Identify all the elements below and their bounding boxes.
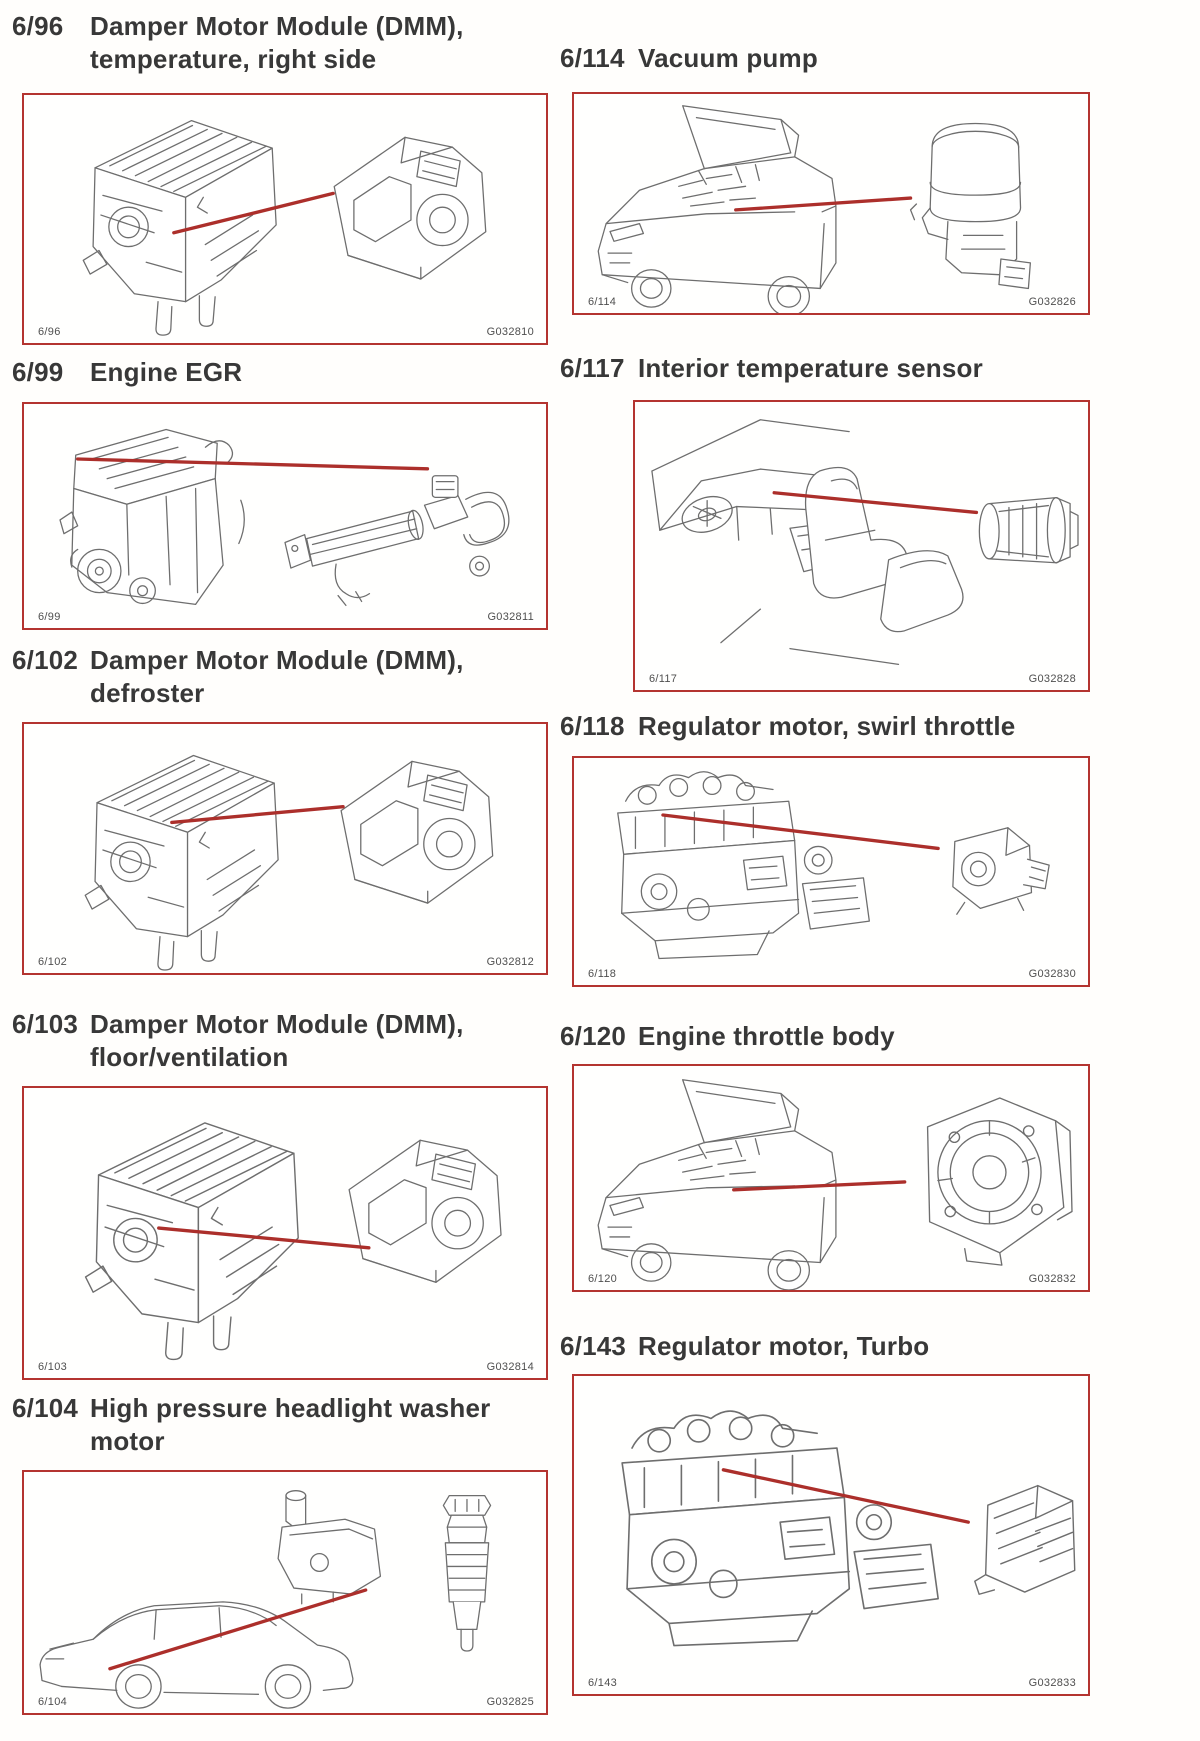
figure-title-6-102	[12, 644, 532, 710]
figure-number: 6/120	[560, 1021, 627, 1051]
figure-title-line1: Regulator motor, swirl throttle	[638, 711, 1016, 741]
egr-valve-drawing	[285, 476, 509, 606]
graphic-ref-code: G032828	[1028, 673, 1076, 685]
figure-title-line1: Damper Motor Module (DMM),	[90, 11, 464, 41]
figure-frame-6-103	[22, 1086, 548, 1380]
figure-title-6-103	[12, 1008, 532, 1074]
car-front-drawing	[598, 1080, 836, 1290]
graphic-ref-code: G032826	[1028, 296, 1076, 308]
figure-title-6-104	[12, 1392, 532, 1458]
figure-title-line2: motor	[90, 1426, 165, 1457]
car-side-drawing	[40, 1602, 353, 1708]
temperature-sensor-drawing	[979, 498, 1078, 563]
figure-label: 6/103	[38, 1361, 68, 1373]
figure-title-line2: floor/ventilation	[90, 1042, 289, 1073]
figure-title-line1: Regulator motor, Turbo	[638, 1331, 930, 1361]
figure-title-line1: High pressure headlight washer	[90, 1393, 491, 1423]
throttle-body-drawing	[928, 1098, 1072, 1265]
figure-title-line2: defroster	[90, 678, 205, 709]
figure-number: 6/103	[12, 1009, 79, 1039]
component-location-drawing	[574, 94, 1088, 313]
component-location-drawing	[574, 1376, 1088, 1694]
component-location-drawing	[574, 1066, 1088, 1290]
figure-frame-6-99	[22, 402, 548, 630]
figure-title-6-114	[560, 42, 1090, 75]
washer-pump-drawing	[443, 1496, 490, 1651]
figure-title-6-120	[560, 1020, 1090, 1053]
component-location-drawing	[24, 724, 546, 973]
figure-number: 6/118	[560, 711, 625, 741]
figure-frame-6-120	[572, 1064, 1090, 1292]
figure-number: 6/143	[560, 1331, 627, 1361]
figure-label: 6/96	[38, 326, 61, 338]
figure-frame-6-117	[633, 400, 1090, 692]
figure-title-line1: Damper Motor Module (DMM),	[90, 645, 464, 675]
figure-number: 6/117	[560, 353, 625, 383]
graphic-ref-code: G032833	[1028, 1677, 1076, 1689]
figure-label: 6/120	[588, 1273, 618, 1285]
figure-title-line1: Vacuum pump	[638, 43, 818, 73]
figure-frame-6-96	[22, 93, 548, 345]
figure-title-line1: Interior temperature sensor	[638, 353, 983, 383]
swirl-throttle-motor-drawing	[953, 828, 1049, 914]
figure-title-6-99	[12, 356, 532, 389]
figure-title-6-143	[560, 1330, 1090, 1363]
figure-frame-6-104	[22, 1470, 548, 1715]
figure-label: 6/102	[38, 956, 68, 968]
figure-title-line1: Engine throttle body	[638, 1021, 895, 1051]
heater-unit-drawing	[85, 755, 278, 970]
figure-label: 6/143	[588, 1677, 618, 1689]
figure-label: 6/117	[649, 673, 678, 685]
graphic-ref-code: G032825	[486, 1696, 534, 1708]
figure-title-line2: temperature, right side	[90, 44, 377, 75]
figure-frame-6-143	[572, 1374, 1090, 1696]
figure-title-6-117	[560, 352, 1090, 385]
engine-drawing	[60, 430, 244, 605]
figure-label: 6/104	[38, 1696, 68, 1708]
component-location-drawing	[24, 1088, 546, 1378]
cabin-interior-drawing	[652, 420, 963, 665]
figure-frame-6-102	[22, 722, 548, 975]
component-location-drawing	[635, 402, 1088, 690]
figure-label: 6/114	[588, 296, 617, 308]
figure-number: 6/99	[12, 357, 64, 387]
figure-label: 6/118	[588, 968, 617, 980]
graphic-ref-code: G032832	[1028, 1273, 1076, 1285]
graphic-ref-code: G032814	[486, 1361, 534, 1373]
car-front-drawing	[598, 106, 836, 313]
turbo-regulator-motor-drawing	[975, 1486, 1075, 1595]
component-location-drawing	[574, 758, 1088, 985]
figure-title-6-96	[12, 10, 532, 76]
component-location-drawing	[24, 1472, 546, 1713]
graphic-ref-code: G032812	[486, 956, 534, 968]
heater-unit-drawing	[86, 1123, 299, 1360]
figure-number: 6/96	[12, 11, 64, 41]
dmm-module-drawing	[349, 1140, 501, 1282]
figure-title-6-118	[560, 710, 1090, 743]
figure-number: 6/104	[12, 1393, 79, 1423]
graphic-ref-code: G032830	[1028, 968, 1076, 980]
component-location-drawing	[24, 95, 546, 343]
figure-title-line1: Damper Motor Module (DMM),	[90, 1009, 464, 1039]
vacuum-pump-drawing	[911, 123, 1031, 288]
graphic-ref-code: G032811	[487, 611, 534, 623]
graphic-ref-code: G032810	[486, 326, 534, 338]
dmm-module-drawing	[334, 137, 486, 279]
figure-number: 6/114	[560, 43, 625, 73]
figure-number: 6/102	[12, 645, 79, 675]
figure-frame-6-114	[572, 92, 1090, 315]
dmm-module-drawing	[341, 761, 493, 903]
component-location-drawing	[24, 404, 546, 628]
figure-label: 6/99	[38, 611, 61, 623]
engine-drawing	[622, 1411, 938, 1646]
washer-reservoir-drawing	[278, 1491, 380, 1604]
figure-title-line1: Engine EGR	[90, 357, 243, 387]
heater-unit-drawing	[83, 121, 276, 336]
engine-drawing	[618, 772, 870, 959]
figure-frame-6-118	[572, 756, 1090, 987]
